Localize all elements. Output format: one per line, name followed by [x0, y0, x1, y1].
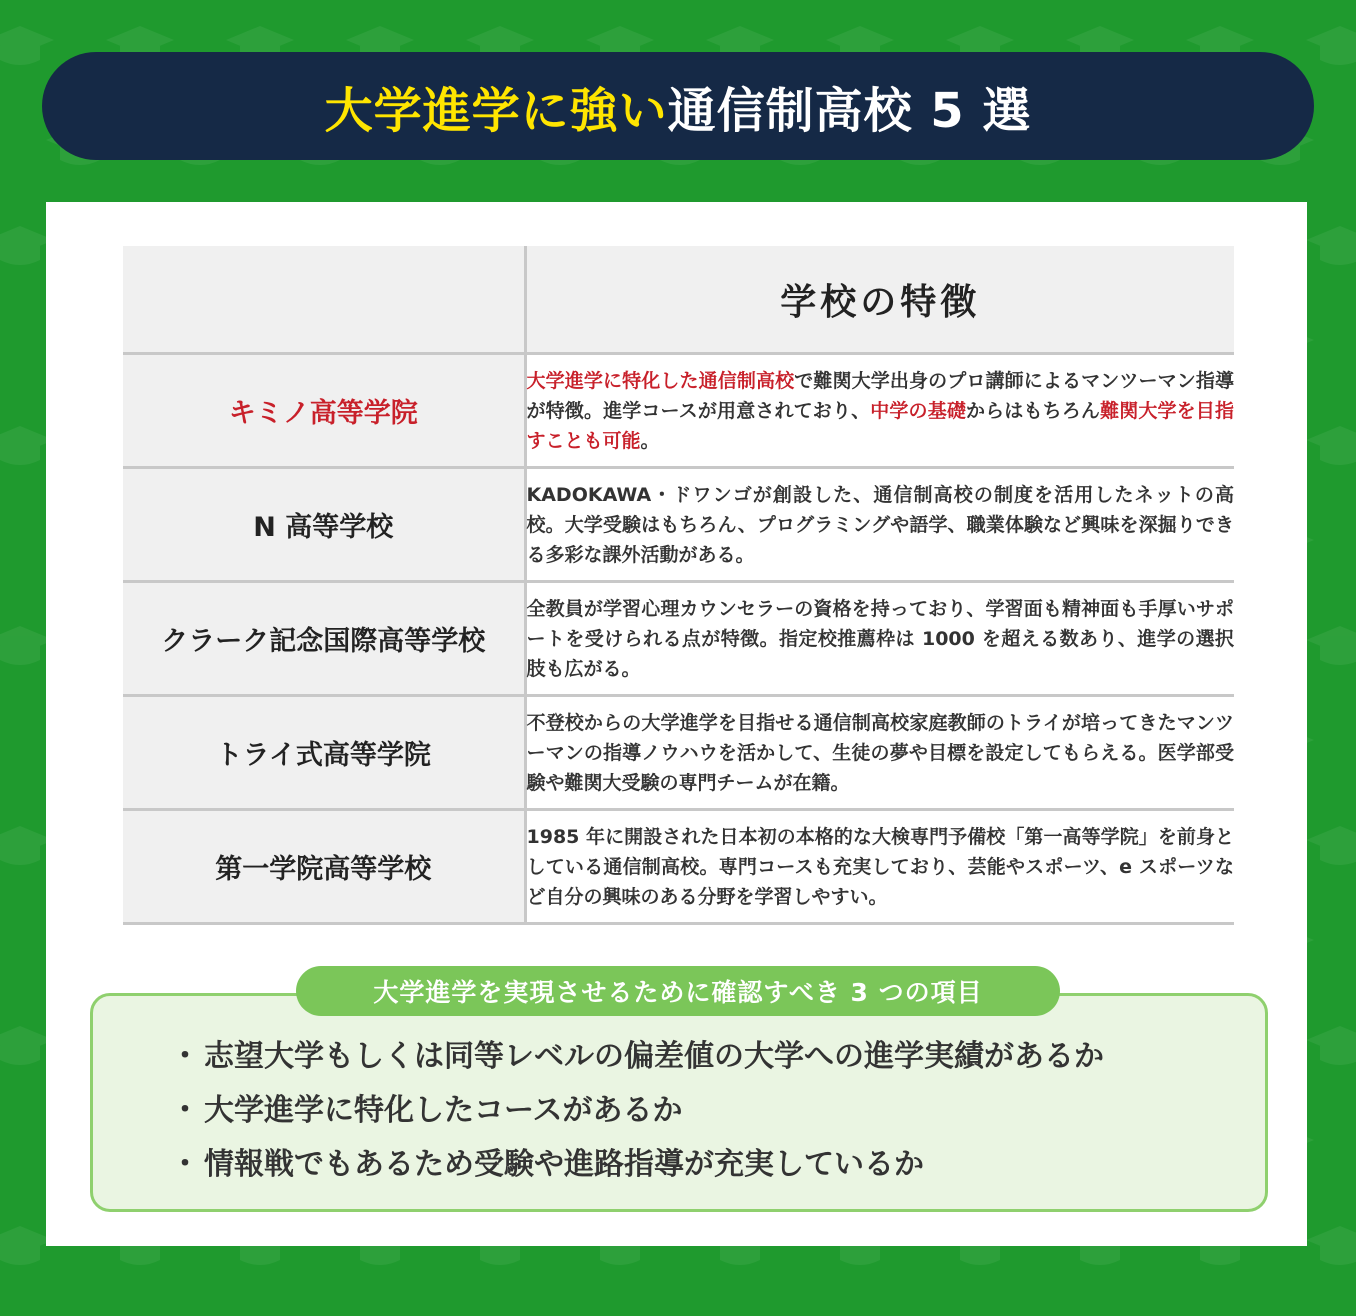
checklist-item-text: 志望大学もしくは同等レベルの偏差値の大学への進学実績があるか — [204, 1039, 1104, 1074]
school-comparison-table — [123, 246, 1234, 925]
description-text: からはもちろん — [966, 399, 1101, 422]
school-name: トライ式高等学院 — [123, 696, 525, 810]
school-description — [525, 582, 1234, 696]
school-name: N 高等学校 — [123, 468, 525, 582]
checklist-label: 大学進学を実現させるために確認すべき 3 つの項目 — [296, 966, 1060, 1016]
bullet-icon: ・ — [170, 1093, 200, 1128]
header-features-column: 学校の特徴 — [525, 246, 1234, 354]
graduation-cap-icon — [1306, 26, 1356, 65]
checklist-item — [170, 1138, 1104, 1192]
highlight-text: 大学進学に特化した通信制高校 — [526, 369, 795, 392]
graduation-cap-icon — [1306, 826, 1356, 865]
school-description — [525, 354, 1234, 468]
checklist-item-text: 大学進学に特化したコースがあるか — [204, 1093, 683, 1128]
school-description — [525, 810, 1234, 924]
school-description — [525, 696, 1234, 810]
school-name: 第一学院高等学校 — [123, 810, 525, 924]
highlight-text: 難関大学を目指すことも可能 — [526, 399, 1234, 452]
table-row — [123, 582, 1234, 696]
description-text: 。 — [640, 429, 660, 452]
table-header-row — [123, 246, 1234, 354]
graduation-cap-icon — [0, 26, 54, 65]
checklist-items — [170, 1030, 1104, 1192]
page-title — [42, 52, 1314, 160]
table-row — [123, 354, 1234, 468]
school-description — [525, 468, 1234, 582]
graduation-cap-icon — [1306, 226, 1356, 265]
description-text: 不登校からの大学進学を目指せる通信制高校家庭教師のトライが培ってきたマンツーマンの指導ノウハウを活かして、生徒の夢や目標を設定してもらえる。医学部受験や難関大受験の専門チームが在籍。 — [526, 711, 1234, 794]
highlight-text: 中学の基礎 — [870, 399, 966, 422]
checklist-item — [170, 1084, 1104, 1138]
page-title-accent: 大学進学に強い — [324, 82, 668, 139]
description-text: 全教員が学習心理カウンセラーの資格を持っており、学習面も精神面も手厚いサポートを受けられる点が特徴。指定校推薦枠は 1000 を超える数あり、進学の選択肢も広がる。 — [526, 597, 1234, 680]
bullet-icon: ・ — [170, 1039, 200, 1074]
graduation-cap-icon — [1306, 426, 1356, 465]
checklist-item-text: 情報戦でもあるため受験や進路指導が充実しているか — [204, 1147, 924, 1182]
school-name: キミノ高等学院 — [123, 354, 525, 468]
description-text: で難関大学出身のプロ講師によるマンツーマン指導が特徴。進学コースが用意されており、 — [526, 369, 1234, 422]
checklist-item — [170, 1030, 1104, 1084]
content-card — [46, 202, 1307, 1246]
table-row — [123, 468, 1234, 582]
graduation-cap-icon — [1306, 1226, 1356, 1265]
table-row — [123, 810, 1234, 924]
graduation-cap-icon — [1306, 1026, 1356, 1065]
description-text: 1985 年に開設された日本初の本格的な大検専門予備校「第一高等学院」を前身としている通信制高校。専門コースも充実しており、芸能やスポーツ、e スポーツなど自分の興味のある分野を学習しやすい。 — [526, 825, 1234, 908]
table-row — [123, 696, 1234, 810]
school-name: クラーク記念国際高等学校 — [123, 582, 525, 696]
graduation-cap-icon — [1306, 626, 1356, 665]
page-title-rest: 通信制高校 5 選 — [667, 82, 1032, 139]
bullet-icon: ・ — [170, 1147, 200, 1182]
header-school-column — [123, 246, 525, 354]
description-text: KADOKAWA・ドワンゴが創設した、通信制高校の制度を活用したネットの高校。大学受験はもちろん、プログラミングや語学、職業体験など興味を深掘りできる多彩な課外活動がある。 — [526, 483, 1234, 566]
